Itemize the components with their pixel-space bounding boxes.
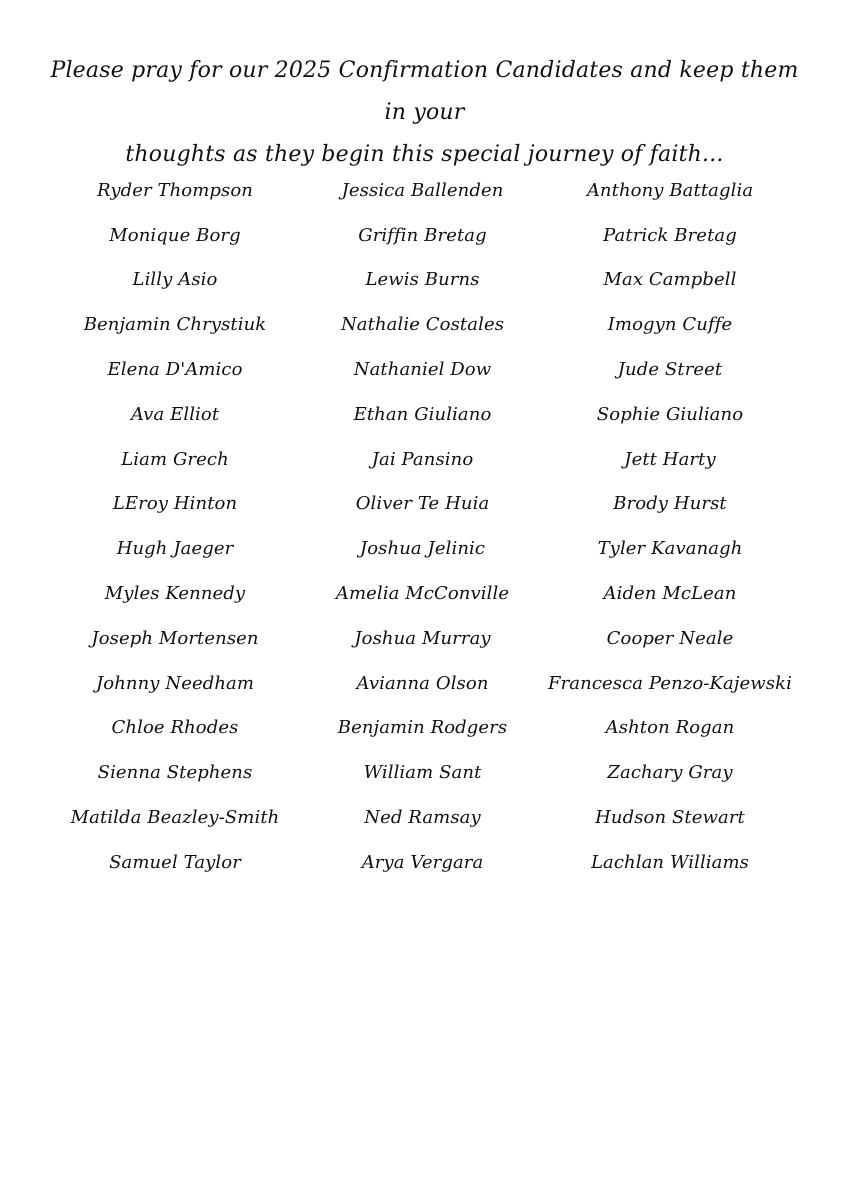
candidate-name: Hudson Stewart (595, 807, 745, 829)
candidate-name: Sienna Stephens (97, 762, 253, 784)
candidate-name: Amelia McConville (335, 583, 510, 605)
candidate-name: Samuel Taylor (109, 851, 241, 873)
candidate-name: Jude Street (617, 359, 723, 381)
candidate-name: Griffin Bretag (358, 224, 487, 246)
candidate-name: Avianna Olson (356, 672, 489, 694)
candidate-name: Arya Vergara (361, 851, 484, 873)
candidate-name: Nathalie Costales (340, 314, 505, 336)
candidate-name: Myles Kennedy (104, 583, 246, 605)
candidate-name: Jessica Ballenden (341, 179, 504, 201)
prayer-heading (40, 50, 809, 176)
candidate-name: William Sant (363, 762, 482, 784)
candidate-name: Hugh Jaeger (116, 538, 234, 560)
candidate-name: Ashton Rogan (605, 717, 735, 739)
candidate-name: Max Campbell (603, 269, 737, 291)
candidate-names-grid (50, 168, 795, 885)
candidate-name: Ryder Thompson (97, 179, 253, 201)
candidate-name: Oliver Te Huia (355, 493, 490, 515)
candidate-name: Monique Borg (109, 224, 241, 246)
candidate-name: Elena D'Amico (107, 359, 243, 381)
candidate-name: Cooper Neale (606, 627, 734, 649)
candidate-name: Liam Grech (121, 448, 229, 470)
candidate-name: Chloe Rhodes (111, 717, 239, 739)
candidate-name: Tyler Kavanagh (597, 538, 743, 560)
candidate-name: Lilly Asio (132, 269, 218, 291)
candidate-name: Benjamin Rodgers (337, 717, 508, 739)
candidate-name: Zachary Gray (607, 762, 733, 784)
heading-line-1: Please pray for our 2025 Confirmation Candidates and keep them in your (50, 58, 799, 125)
candidate-name: Brody Hurst (613, 493, 727, 515)
candidate-name: Sophie Giuliano (596, 403, 744, 425)
candidate-name: Joshua Murray (354, 627, 491, 649)
heading-line-2: thoughts as they begin this special journey of faith... (125, 142, 724, 167)
candidate-name: Patrick Bretag (603, 224, 737, 246)
candidate-name: Benjamin Chrystiuk (83, 314, 267, 336)
candidate-name: Ned Ramsay (364, 807, 481, 829)
candidate-name: Aiden McLean (603, 583, 737, 605)
candidate-name: LEroy Hinton (112, 493, 238, 515)
candidate-name: Johnny Needham (95, 672, 255, 694)
candidate-name: Lewis Burns (365, 269, 480, 291)
candidate-name: Lachlan Williams (590, 851, 749, 873)
candidate-name: Anthony Battaglia (586, 179, 754, 201)
candidate-name: Ethan Giuliano (353, 403, 492, 425)
candidate-name: Jai Pansino (371, 448, 474, 470)
candidate-name: Imogyn Cuffe (607, 314, 733, 336)
candidate-name: Joshua Jelinic (359, 538, 486, 560)
candidate-name: Joseph Mortensen (91, 627, 259, 649)
candidate-name: Nathaniel Dow (353, 359, 492, 381)
candidate-name: Matilda Beazley-Smith (70, 807, 280, 829)
candidate-name: Francesca Penzo-Kajewski (548, 672, 792, 694)
candidate-name: Jett Harty (624, 448, 716, 470)
candidate-name: Ava Elliot (130, 403, 220, 425)
